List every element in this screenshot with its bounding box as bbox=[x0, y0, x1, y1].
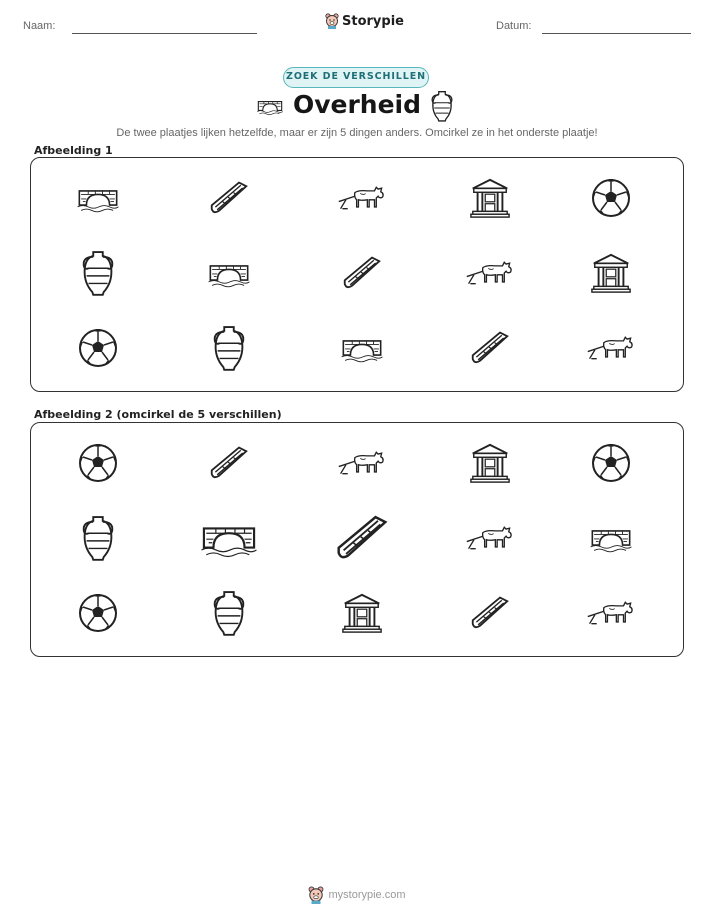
amphora-icon[interactable] bbox=[210, 323, 248, 373]
ox-plow-icon[interactable] bbox=[465, 521, 515, 555]
aqueduct-icon[interactable] bbox=[339, 253, 385, 293]
aqueduct-icon[interactable] bbox=[467, 328, 513, 368]
temple-icon[interactable] bbox=[341, 592, 383, 634]
temple-icon[interactable] bbox=[469, 442, 511, 484]
aqueduct-icon[interactable] bbox=[206, 443, 252, 483]
picture1-label: Afbeelding 1 bbox=[34, 144, 113, 157]
bridge-icon[interactable] bbox=[74, 182, 122, 214]
amphora-icon bbox=[429, 89, 455, 127]
soccer-ball-icon[interactable] bbox=[591, 443, 631, 483]
picture2-label: Afbeelding 2 (omcirkel de 5 verschillen) bbox=[34, 408, 282, 421]
soccer-ball-icon[interactable] bbox=[78, 443, 118, 483]
bear-mascot-icon bbox=[308, 886, 324, 904]
bear-mascot-icon bbox=[325, 13, 339, 29]
bridge-icon[interactable] bbox=[338, 332, 386, 364]
bridge-icon[interactable] bbox=[587, 522, 635, 554]
temple-icon[interactable] bbox=[469, 177, 511, 219]
aqueduct-icon[interactable] bbox=[467, 593, 513, 633]
aqueduct-icon[interactable] bbox=[331, 511, 393, 565]
storypie-logo bbox=[325, 13, 404, 29]
footer-url: mystorypie.com bbox=[328, 889, 406, 901]
picture2-panel[interactable] bbox=[30, 422, 684, 657]
name-line[interactable] bbox=[72, 33, 257, 34]
ox-plow-icon[interactable] bbox=[586, 596, 636, 630]
soccer-ball-icon[interactable] bbox=[78, 593, 118, 633]
ox-plow-icon[interactable] bbox=[337, 181, 387, 215]
aqueduct-icon[interactable] bbox=[206, 178, 252, 218]
soccer-ball-icon[interactable] bbox=[78, 328, 118, 368]
footer bbox=[0, 886, 714, 904]
brand-name: Storypie bbox=[342, 13, 404, 29]
amphora-icon[interactable] bbox=[79, 513, 117, 563]
ox-plow-icon[interactable] bbox=[586, 331, 636, 365]
instructions: De twee plaatjes lijken hetzelfde, maar er zijn 5 dingen anders. Omcirkel ze in het onderste plaatje! bbox=[116, 127, 598, 139]
amphora-icon[interactable] bbox=[79, 248, 117, 298]
ox-plow-icon[interactable] bbox=[337, 446, 387, 480]
temple-icon[interactable] bbox=[590, 252, 632, 294]
amphora-icon[interactable] bbox=[210, 588, 248, 638]
picture1-panel[interactable] bbox=[30, 157, 684, 392]
activity-badge: ZOEK DE VERSCHILLEN bbox=[283, 67, 429, 88]
date-label: Datum: bbox=[496, 20, 532, 32]
soccer-ball-icon[interactable] bbox=[591, 178, 631, 218]
date-line[interactable] bbox=[542, 33, 691, 34]
bridge-icon[interactable] bbox=[197, 517, 262, 560]
page-title: Overheid bbox=[292, 90, 422, 119]
bridge-icon[interactable] bbox=[205, 257, 253, 289]
name-label: Naam: bbox=[23, 20, 56, 32]
ox-plow-icon[interactable] bbox=[465, 256, 515, 290]
